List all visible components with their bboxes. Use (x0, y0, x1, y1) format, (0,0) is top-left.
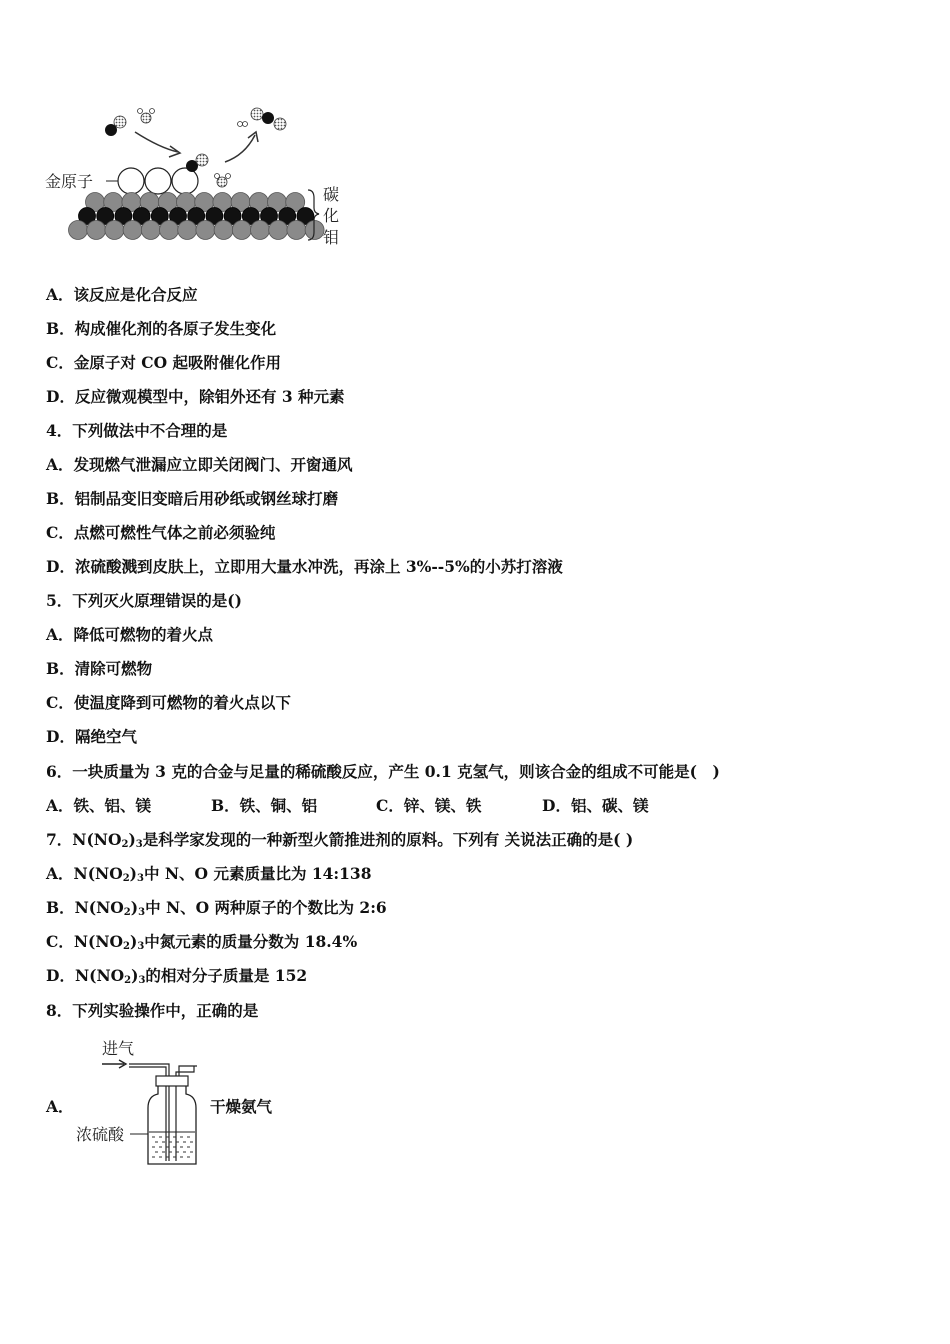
atom (287, 221, 306, 240)
atom (232, 221, 251, 240)
atom (178, 221, 197, 240)
atom (87, 221, 106, 240)
q3-option-a: A．该反应是化合反应 (46, 285, 198, 304)
q7-option-a: A．$N(NO_2)_3$中 N、O 元素质量比为 14:138 (46, 864, 372, 884)
atom (141, 221, 160, 240)
q3-option-c: C．金原子对 CO 起吸附催化作用 (46, 353, 281, 372)
side-label-char-1: 碳 (323, 185, 340, 204)
atom (160, 221, 179, 240)
gold-atom-label: 金原子 (45, 172, 94, 191)
atom (69, 221, 88, 240)
q3-option-b: B．构成催化剂的各原子发生变化 (46, 319, 277, 338)
acid-label: 浓硫酸 (76, 1125, 125, 1144)
catalyst-model-figure (40, 100, 350, 260)
q8-option-a-caption: 干燥氨气 (210, 1097, 273, 1116)
q4-option-c: C．点燃可燃性气体之前必须验纯 (46, 523, 276, 542)
q7-option-b: B．$N(NO_2)_3$中 N、O 两种原子的个数比为 2:6 (46, 898, 387, 918)
q8-option-a-label: A． (46, 1097, 74, 1116)
q7-option-c: C．$N(NO_2)_3$中氮元素的质量分数为 18.4% (46, 932, 358, 952)
q6-option-b: B．铁、铜、铝 (211, 796, 318, 815)
atom (214, 221, 233, 240)
q6-option-c: C．锌、镁、铁 (376, 796, 482, 815)
q6-option-d: D．铝、碳、镁 (542, 796, 649, 815)
atom (196, 221, 215, 240)
atom (123, 221, 142, 240)
water-molecule-left (138, 109, 155, 124)
q7-stem: 7．$N(NO_2)_3$是科学家发现的一种新型火箭推进剂的原料。下列有 关说法正确的是( ) (46, 830, 634, 850)
q6-stem: 6．一块质量为 3 克的合金与足量的稀硫酸反应，产生 0.1 克氢气，则该合金的组成不可能是( ) (46, 762, 720, 781)
q3-option-d: D．反应微观模型中，除钼外还有 3 种元素 (46, 387, 345, 406)
arrow-in-icon (135, 132, 178, 152)
q5-option-d: D．隔绝空气 (46, 727, 137, 746)
formula: $N(NO_2)_3$ (72, 830, 143, 850)
arrow-out-icon (225, 135, 255, 162)
q4-option-a: A．发现燃气泄漏应立即关闭阀门、开窗通风 (46, 455, 353, 474)
acid-liquid (152, 1137, 193, 1157)
gold-atoms (118, 168, 198, 194)
q7-option-d: D．$N(NO_2)_3$的相对分子质量是 152 (46, 966, 308, 986)
q5-option-a: A．降低可燃物的着火点 (46, 625, 214, 644)
q6-option-a: A．铁、铝、镁 (46, 796, 152, 815)
co-molecule-left (105, 116, 126, 136)
q5-option-b: B．清除可燃物 (46, 659, 153, 678)
q5-option-c: C．使温度降到可燃物的着火点以下 (46, 693, 291, 712)
q8-stem: 8．下列实验操作中，正确的是 (46, 1001, 259, 1020)
side-label-char-3: 钼 (323, 228, 340, 247)
co2-molecule-right (251, 108, 286, 130)
atom (251, 221, 270, 240)
atom (269, 221, 288, 240)
gas-in-label: 进气 (102, 1039, 135, 1058)
h2-molecule-right (238, 122, 248, 127)
q5-stem: 5．下列灭火原理错误的是() (46, 591, 242, 610)
q4-stem: 4．下列做法中不合理的是 (46, 421, 228, 440)
gas-washing-bottle-figure (74, 1036, 204, 1168)
q4-option-b: B．铝制品变旧变暗后用砂纸或钢丝球打磨 (46, 489, 339, 508)
atom (105, 221, 124, 240)
q4-option-d: D．浓硫酸溅到皮肤上，立即用大量水冲洗，再涂上 3%--5%的小苏打溶液 (46, 557, 563, 576)
side-label-char-2: 化 (323, 206, 340, 225)
